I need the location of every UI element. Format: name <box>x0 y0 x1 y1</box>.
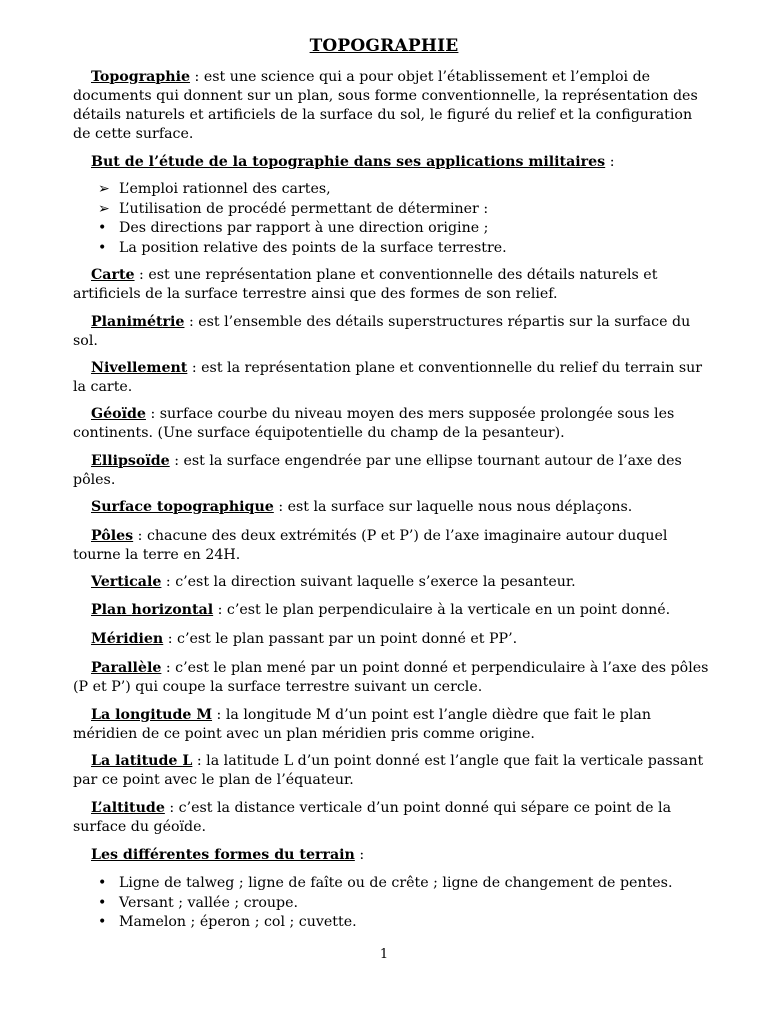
paragraph-but-etude <box>73 153 713 172</box>
dot-bullet-icon: • <box>98 894 107 911</box>
terrain-forms-list <box>73 874 713 933</box>
term-plan-horizontal: Plan horizontal <box>91 602 214 618</box>
term-meridien: Méridien <box>91 631 164 647</box>
paragraph-planimetrie: Planimétrie : est l’ensemble des détails superstructures répartis sur la surface du sol. <box>73 314 691 349</box>
term-altitude: L’altitude <box>91 800 165 816</box>
list-item: • Ligne de talweg ; ligne de faîte ou de crête ; ligne de changement de pentes. <box>73 874 713 894</box>
paragraph-verticale: Verticale : c’est la direction suivant laquelle s’exerce la pesanteur. <box>91 574 576 590</box>
list-item: • La position relative des points de la surface terrestre. <box>73 239 713 259</box>
term-geoide: Géoïde <box>91 406 146 422</box>
paragraph-formes-terrain: Les différentes formes du terrain : <box>91 847 365 863</box>
list-item: ➢ L’emploi rationnel des cartes, <box>73 180 713 200</box>
paragraph-parallele: Parallèle : c’est le plan mené par un point donné et perpendiculaire à l’axe des pôles (P et P’) qui coupe la surface terrestre suivant un cercle. <box>73 660 709 695</box>
paragraph-plan-horizontal: Plan horizontal : c’est le plan perpendiculaire à la verticale en un point donné. <box>91 602 671 618</box>
dot-bullet-icon: • <box>98 220 107 236</box>
paragraph-nivellement: Nivellement : est la représentation plane et conventionnelle du relief du terrain sur la carte. <box>73 360 703 395</box>
paragraph-geoide: Géoïde : surface courbe du niveau moyen des mers supposée prolongée sous les continents. (Une surface équipotentielle du champ de la pesanteur). <box>73 406 675 441</box>
definition-but-etude: : <box>605 154 615 170</box>
paragraph-altitude: L’altitude : c’est la distance verticale d’un point donné qui sépare ce point de la surface du géoïde. <box>73 800 672 835</box>
term-nivellement: Nivellement <box>91 360 188 376</box>
term-ellipsoide: Ellipsoïde <box>91 453 170 469</box>
term-latitude: La latitude L <box>91 753 193 769</box>
arrow-bullet-icon: ➢ <box>98 181 110 197</box>
paragraph-poles: Pôles : chacune des deux extrémités (P et P’) de l’axe imaginaire autour duquel tourne la terre en 24H. <box>73 528 668 563</box>
dot-bullet-icon: • <box>98 914 107 930</box>
list-item: • Mamelon ; éperon ; col ; cuvette. <box>73 913 713 933</box>
paragraph-latitude: La latitude L : la latitude L d’un point donné est l’angle que fait la verticale passant par ce point avec le plan de l’équateur. <box>73 753 704 788</box>
page-number: 1 <box>379 947 389 962</box>
list-item: • Des directions par rapport à une direction origine ; <box>73 219 713 239</box>
paragraph-carte: Carte : est une représentation plane et conventionnelle des détails naturels et artificiels de la surface terrestre ainsi que des formes de son relief. <box>73 267 658 302</box>
dot-bullet-icon: • <box>98 239 107 256</box>
document-title: TOPOGRAPHIE <box>309 36 459 56</box>
term-but-etude: But de l’étude de la topographie dans ses applications militaires <box>91 154 606 170</box>
paragraph-surface-topographique: Surface topographique : est la surface sur laquelle nous nous déplaçons. <box>91 499 633 515</box>
paragraph-meridien: Méridien : c’est le plan passant par un point donné et PP’. <box>91 631 518 647</box>
term-surface-topographique: Surface topographique <box>91 499 274 515</box>
paragraph-topographie <box>73 68 713 144</box>
term-parallele: Parallèle <box>91 660 162 676</box>
list-item: ➢ L’utilisation de procédé permettant de déterminer : <box>73 200 713 220</box>
list-item: • Versant ; vallée ; croupe. <box>73 894 713 914</box>
dot-bullet-icon: • <box>98 875 107 891</box>
term-topographie: Topographie <box>91 69 191 85</box>
term-longitude: La longitude M <box>91 707 213 723</box>
paragraph-ellipsoide: Ellipsoïde : est la surface engendrée par une ellipse tournant autour de l’axe des pôles. <box>73 453 682 488</box>
paragraph-longitude: La longitude M : la longitude M d’un point est l’angle dièdre que fait le plan méridien de ce point avec un plan méridien pris comme origine. <box>73 707 652 742</box>
term-formes-terrain: Les différentes formes du terrain <box>91 847 355 863</box>
definition-topographie: : est une science qui a pour objet l’établissement et l’emploi de documents qui donnent sur un plan, sous forme conventionnelle, la représentation des détails naturels et artificiels de la surface du sol, le figuré du relief et la configuration de cette surface. <box>73 69 698 142</box>
military-applications-list <box>73 180 713 258</box>
term-carte: Carte <box>91 267 135 283</box>
term-verticale: Verticale <box>91 574 162 590</box>
term-poles: Pôles <box>91 528 134 544</box>
arrow-bullet-icon: ➢ <box>98 200 110 217</box>
term-planimetrie: Planimétrie <box>91 314 185 330</box>
